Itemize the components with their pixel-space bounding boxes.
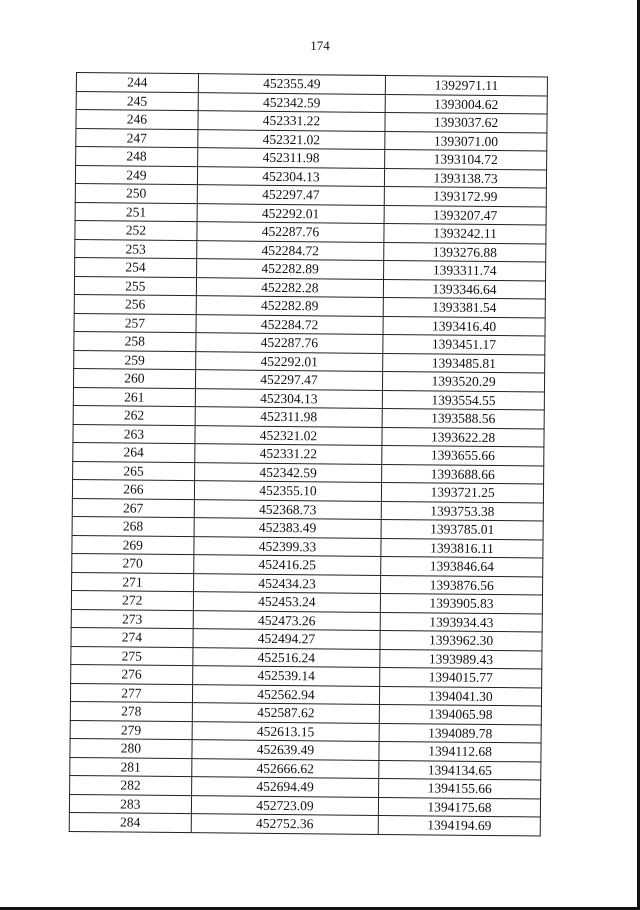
y-coordinate-cell: 1393138.73 <box>385 168 547 188</box>
point-number-cell: 260 <box>73 368 195 388</box>
x-coordinate-cell: 452494.27 <box>193 629 381 649</box>
y-coordinate-cell: 1393311.74 <box>384 260 546 280</box>
point-number-cell: 254 <box>75 257 197 277</box>
point-number-cell: 263 <box>73 424 195 444</box>
y-coordinate-cell: 1393816.11 <box>381 538 543 558</box>
x-coordinate-cell: 452311.98 <box>195 407 383 427</box>
point-number-cell: 244 <box>76 73 198 93</box>
x-coordinate-cell: 452321.02 <box>195 425 383 445</box>
y-coordinate-cell: 1394089.78 <box>379 723 541 743</box>
x-coordinate-cell: 452321.02 <box>198 129 386 149</box>
point-number-cell: 272 <box>71 590 193 610</box>
y-coordinate-cell: 1393785.01 <box>381 519 543 539</box>
x-coordinate-cell: 452292.01 <box>195 351 383 371</box>
x-coordinate-cell: 452416.25 <box>193 555 381 575</box>
y-coordinate-cell: 1393346.64 <box>384 279 546 299</box>
y-coordinate-cell: 1393037.62 <box>385 112 547 132</box>
table-row <box>69 812 540 835</box>
x-coordinate-cell: 452304.13 <box>195 388 383 408</box>
y-coordinate-cell: 1394112.68 <box>379 741 541 761</box>
x-coordinate-cell: 452284.72 <box>196 240 384 260</box>
y-coordinate-cell: 1393485.81 <box>383 353 545 373</box>
y-coordinate-cell: 1393588.56 <box>382 408 544 428</box>
x-coordinate-cell: 452311.98 <box>197 148 385 168</box>
point-number-cell: 253 <box>75 239 197 259</box>
page-number: 174 <box>310 38 330 53</box>
point-number-cell: 247 <box>76 128 198 148</box>
x-coordinate-cell: 452752.36 <box>191 814 379 834</box>
x-coordinate-cell: 452297.47 <box>197 185 385 205</box>
point-number-cell: 265 <box>73 461 195 481</box>
x-coordinate-cell: 452539.14 <box>192 666 380 686</box>
point-number-cell: 275 <box>71 646 193 666</box>
y-coordinate-cell: 1393846.64 <box>381 556 543 576</box>
point-number-cell: 267 <box>72 498 194 518</box>
coordinate-table-body <box>69 73 547 836</box>
y-coordinate-cell: 1393876.56 <box>381 575 543 595</box>
point-number-cell: 274 <box>71 627 193 647</box>
y-coordinate-cell: 1393004.62 <box>385 94 547 114</box>
y-coordinate-cell: 1393905.83 <box>381 593 543 613</box>
x-coordinate-cell: 452287.76 <box>196 333 384 353</box>
y-coordinate-cell: 1393989.43 <box>380 649 542 669</box>
point-number-cell: 262 <box>73 405 195 425</box>
x-coordinate-cell: 452284.72 <box>196 314 384 334</box>
y-coordinate-cell: 1393622.28 <box>382 427 544 447</box>
y-coordinate-cell: 1393172.99 <box>384 186 546 206</box>
y-coordinate-cell: 1393520.29 <box>383 371 545 391</box>
y-coordinate-cell: 1393104.72 <box>385 149 547 169</box>
x-coordinate-cell: 452292.01 <box>197 203 385 223</box>
point-number-cell: 250 <box>75 183 197 203</box>
x-coordinate-cell: 452587.62 <box>192 703 380 723</box>
x-coordinate-cell: 452287.76 <box>197 222 385 242</box>
point-number-cell: 255 <box>74 276 196 296</box>
point-number-cell: 258 <box>74 331 196 351</box>
x-coordinate-cell: 452355.10 <box>194 481 382 501</box>
point-number-cell: 279 <box>70 720 192 740</box>
y-coordinate-cell: 1393207.47 <box>384 205 546 225</box>
point-number-cell: 249 <box>75 165 197 185</box>
y-coordinate-cell: 1393655.66 <box>382 445 544 465</box>
y-coordinate-cell: 1393242.11 <box>384 223 546 243</box>
y-coordinate-cell: 1394155.66 <box>379 778 541 798</box>
point-number-cell: 270 <box>72 553 194 573</box>
y-coordinate-cell: 1393554.55 <box>382 390 544 410</box>
y-coordinate-cell: 1393071.00 <box>385 131 547 151</box>
y-coordinate-cell: 1393451.17 <box>383 334 545 354</box>
point-number-cell: 277 <box>70 683 192 703</box>
y-coordinate-cell: 1393416.40 <box>383 316 545 336</box>
x-coordinate-cell: 452331.22 <box>195 444 383 464</box>
x-coordinate-cell: 452342.59 <box>194 462 382 482</box>
point-number-cell: 278 <box>70 701 192 721</box>
x-coordinate-cell: 452282.89 <box>196 259 384 279</box>
point-number-cell: 264 <box>73 442 195 462</box>
x-coordinate-cell: 452434.23 <box>193 573 381 593</box>
x-coordinate-cell: 452639.49 <box>192 740 380 760</box>
y-coordinate-cell: 1393276.88 <box>384 242 546 262</box>
x-coordinate-cell: 452453.24 <box>193 592 381 612</box>
point-number-cell: 251 <box>75 202 197 222</box>
x-coordinate-cell: 452399.33 <box>194 536 382 556</box>
point-number-cell: 276 <box>71 664 193 684</box>
x-coordinate-cell: 452304.13 <box>197 166 385 186</box>
point-number-cell: 266 <box>72 479 194 499</box>
y-coordinate-cell: 1394175.68 <box>379 797 541 817</box>
y-coordinate-cell: 1393934.43 <box>380 612 542 632</box>
x-coordinate-cell: 452562.94 <box>192 684 380 704</box>
y-coordinate-cell: 1392971.11 <box>385 75 547 95</box>
point-number-cell: 256 <box>74 294 196 314</box>
point-number-cell: 284 <box>69 812 191 832</box>
point-number-cell: 259 <box>74 350 196 370</box>
point-number-cell: 282 <box>70 775 192 795</box>
x-coordinate-cell: 452297.47 <box>195 370 383 390</box>
y-coordinate-cell: 1394015.77 <box>380 667 542 687</box>
point-number-cell: 281 <box>70 757 192 777</box>
x-coordinate-cell: 452723.09 <box>191 795 379 815</box>
x-coordinate-cell: 452516.24 <box>193 647 381 667</box>
x-coordinate-cell: 452473.26 <box>193 610 381 630</box>
x-coordinate-cell: 452282.28 <box>196 277 384 297</box>
x-coordinate-cell: 452613.15 <box>192 721 380 741</box>
coordinate-table-container <box>69 72 548 836</box>
point-number-cell: 273 <box>71 609 193 629</box>
point-number-cell: 248 <box>76 147 198 167</box>
x-coordinate-cell: 452694.49 <box>191 777 379 797</box>
y-coordinate-cell: 1394041.30 <box>380 686 542 706</box>
y-coordinate-cell: 1393962.30 <box>380 630 542 650</box>
point-number-cell: 246 <box>76 110 198 130</box>
point-number-cell: 261 <box>73 387 195 407</box>
point-number-cell: 268 <box>72 516 194 536</box>
point-number-cell: 280 <box>70 738 192 758</box>
x-coordinate-cell: 452666.62 <box>192 758 380 778</box>
y-coordinate-cell: 1393753.38 <box>381 501 543 521</box>
y-coordinate-cell: 1394194.69 <box>378 815 540 835</box>
y-coordinate-cell: 1394134.65 <box>379 760 541 780</box>
point-number-cell: 257 <box>74 313 196 333</box>
y-coordinate-cell: 1394065.98 <box>379 704 541 724</box>
y-coordinate-cell: 1393688.66 <box>382 464 544 484</box>
point-number-cell: 271 <box>72 572 194 592</box>
x-coordinate-cell: 452282.89 <box>196 296 384 316</box>
x-coordinate-cell: 452331.22 <box>198 111 386 131</box>
x-coordinate-cell: 452383.49 <box>194 518 382 538</box>
point-number-cell: 283 <box>69 794 191 814</box>
point-number-cell: 245 <box>76 91 198 111</box>
point-number-cell: 269 <box>72 535 194 555</box>
x-coordinate-cell: 452368.73 <box>194 499 382 519</box>
y-coordinate-cell: 1393381.54 <box>383 297 545 317</box>
point-number-cell: 252 <box>75 220 197 240</box>
x-coordinate-cell: 452355.49 <box>198 74 386 94</box>
y-coordinate-cell: 1393721.25 <box>382 482 544 502</box>
coordinate-table <box>69 72 548 836</box>
x-coordinate-cell: 452342.59 <box>198 92 386 112</box>
